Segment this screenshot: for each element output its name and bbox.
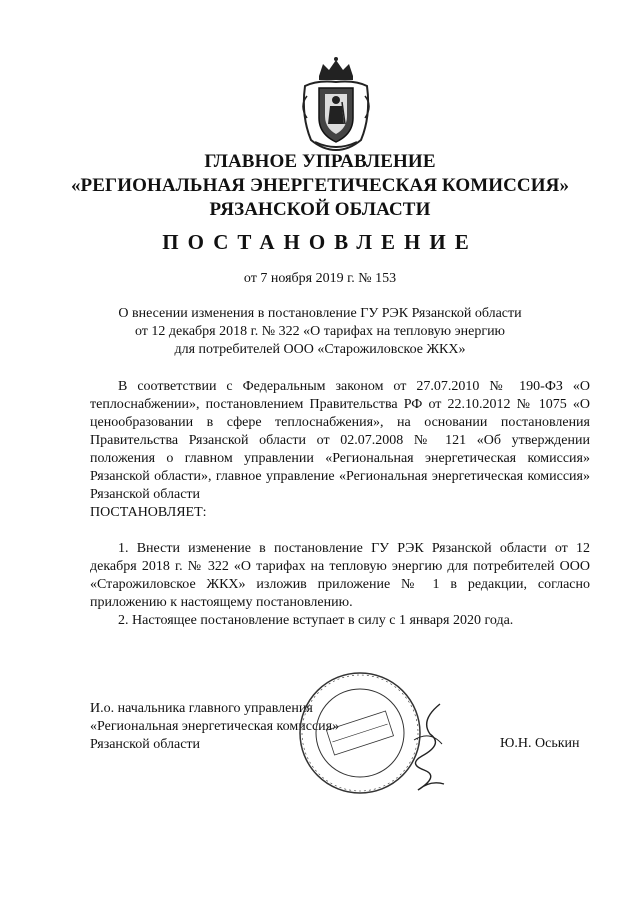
signatory-line-3: Рязанской области — [90, 737, 201, 752]
organization-name — [40, 150, 600, 222]
signatory-line-1: И.о. начальника главного управления — [90, 701, 313, 716]
org-line-1: ГЛАВНОЕ УПРАВЛЕНИЕ — [204, 151, 436, 172]
org-line-2: «РЕГИОНАЛЬНАЯ ЭНЕРГЕТИЧЕСКАЯ КОМИССИЯ» — [70, 175, 570, 196]
signatory-line-2: «Региональная энергетическая комиссия» — [90, 719, 340, 734]
document-body — [90, 378, 590, 630]
handwritten-signature — [400, 700, 460, 800]
coat-of-arms-icon — [295, 56, 377, 152]
document-subject — [60, 305, 580, 359]
decree-item-2: 2. Настоящее постановление вступает в силу с 1 января 2020 года. — [118, 613, 514, 628]
preamble-paragraph — [90, 378, 590, 522]
document-date-number: от 7 ноября 2019 г. № 153 — [243, 271, 397, 286]
subject-line-2: от 12 декабря 2018 г. № 322 «О тарифах на тепловую энергию — [134, 324, 506, 339]
decree-word: ПОСТАНОВЛЯЕТ: — [90, 505, 207, 520]
subject-line-3: для потребителей ООО «Старожиловское ЖКХ» — [174, 342, 466, 357]
preamble-text: В соответствии с Федеральным законом от 27.07.2010 № 190-ФЗ «О теплоснабжении», постановлением Правительства РФ от 22.10.2012 № 1075 «О ценообразовании в сфере теплоснабжения», на основании постановления Правительства Рязанской области от 02.07.2008 № 121 «Об утверждении положения о главном управлении «Региональная энергетическая комиссия» Рязанской области», главное управление «Региональная энергетическая комиссия» Рязанской области — [90, 379, 590, 502]
signatory-name: Ю.Н. Оськин — [500, 736, 580, 751]
document-type: ПОСТАНОВЛЕНИЕ — [162, 230, 478, 254]
decree-item-1: 1. Внести изменение в постановление ГУ РЭК Рязанской области от 12 декабря 2018 г. № 322 «О тарифах на тепловую энергию для потребителей ООО «Старожиловское ЖКХ» изложив приложение № 1 в редакции, согласно приложению к настоящему постановлению. — [90, 541, 590, 610]
org-line-3: РЯЗАНСКОЙ ОБЛАСТИ — [209, 199, 431, 220]
subject-line-1: О внесении изменения в постановление ГУ РЭК Рязанской области — [118, 306, 522, 321]
